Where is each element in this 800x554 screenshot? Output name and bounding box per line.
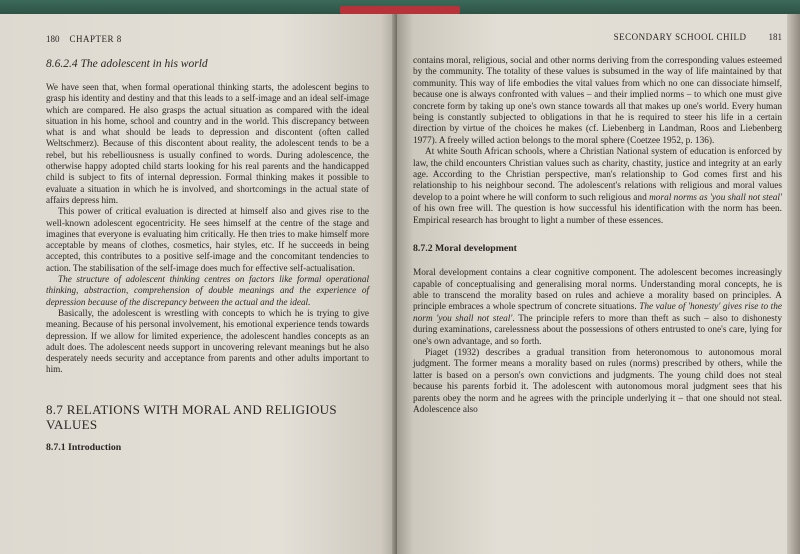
left-paragraph-3: The structure of adolescent thinking centres on factors like formal operational thinking, abstraction, comprehension of double meanings and the experience of depression because of the discrepancy between the actual and the ideal. <box>46 274 369 307</box>
subheading-8-7-1: 8.7.1 Introduction <box>46 441 122 453</box>
right-paragraph-2-emphasis: moral norms as 'you shall not steal' <box>649 192 782 203</box>
right-paragraph-2-text-b: of his own free will. The question is how successful his identification with the norm has been. Empirical research has brought to light a number of these essences. <box>413 204 782 226</box>
left-folio: 180 <box>46 34 60 44</box>
right-paragraph-2-text-a: At white South African schools, where a Christian National system of education is enforced by law, the child encounters Christian values such as charity, chastity, justice and integrity at an early age. According to the Christian perspective, man's relationship to God comes first and his relationship to his neighbour second. The adolescent's relations with religious and moral values develop to a point where he will conform to such religious and <box>413 147 782 203</box>
left-paragraph-4: Basically, the adolescent is wrestling with concepts to which he is trying to give meaning. Because of his personal involvement, his emotional experience tends towards depression. If we allow for limited experience, the adolescent handles concepts as an adult does. The adolescent needs support in uncovering relevant meanings but he also desperately needs security and acceptance from parents and other adults important to him. <box>46 307 369 375</box>
right-folio: 181 <box>768 32 782 42</box>
right-paragraph-3-text-b: . The principle refers to more than theft as such – also to dishonesty during examinations, carelessness about the possessions of others entrusted to one's care, lying for one's own advantage, and so forth. <box>413 313 782 347</box>
left-chapter-label: CHAPTER 8 <box>69 34 122 44</box>
right-paragraph-1: contains moral, religious, social and other norms deriving from the corresponding values esteemed by the community. The totality of these values is subsumed in the way of life maintained by that community. This way of life embodies the vital values from which no one can dissociate himself, because one is always confronted with values – and their implied norms – to which one must give concrete form by taking up one's own stance towards all that makes up one's world. Every human being is constantly subjected to obligations in that he is required to steer his life in a certain direction by virtue of the choices he makes (cf. Liebenberg in Landman, Roos and Liebenberg 1977). A freely willed action belongs to the moral sphere (Coetzee 1952, p. 136). <box>413 56 782 146</box>
left-paragraph-1: We have seen that, when formal operational thinking starts, the adolescent begins to grasp his identity and destiny and that this leads to a self-image and an ideal self-image which are compared. He also grasps the actual situation as compared with the ideal situation in his home, school and country and in the world. This discrepancy between what is and what should be leads to depression and discontent (often called Weltschmerz). Because of this discontent about reality, the adolescent tends to be a rebel, but his rebelliousness is usually confined to words. During adolescence, the otherwise happy adopted child starts looking for his real parents and the handicapped child is subject to fits of internal depression. Formal thinking makes it possible to evaluate a situation in which he is involved, and shortcomings in the actual state of affairs depress him. <box>46 82 369 205</box>
bookmark-ribbon <box>340 6 460 14</box>
right-paragraph-3 <box>413 268 782 348</box>
right-paragraph-4: Piaget (1932) describes a gradual transition from heteronomous to autonomous moral judgment. The former means a morality based on rules (norms) prescribed by others, while the latter is based on a person's own convictions and judgments. The young child does not steal because his parents forbid it. The adolescent with autonomous moral judgment sees that his parents obey the norm and he agrees with the principle underlying it – that one should not steal. Adolescence also <box>413 347 782 415</box>
left-page <box>0 14 397 554</box>
right-paragraph-3-emphasis: The value of 'honesty' gives rise to the norm 'you shall not steal' <box>413 302 782 324</box>
left-paragraph-2: This power of critical evaluation is directed at himself also and gives rise to the well-known adolescent egocentricity. He sees himself at the centre of the stage and imagines that everyone is evaluating him critically. He then tries to make himself more acceptable by means of clothes, cosmetics, hair styles, etc. If he succeeds in being accepted, this contributes to a positive self-image and the concomitant tendencies to action. The stabilisation of the self-image does much for effective self-actualisation. <box>46 206 369 273</box>
right-running-head <box>413 32 782 42</box>
section-title: 8.6.2.4 The adolescent in his world <box>46 58 208 70</box>
right-page <box>397 14 800 554</box>
subheading-8-7-2: 8.7.2 Moral development <box>413 243 517 255</box>
right-page-edge <box>787 14 800 554</box>
right-chapter-label: SECONDARY SCHOOL CHILD <box>613 32 747 42</box>
left-running-head <box>46 34 369 44</box>
heading-8-7: 8.7 RELATIONS WITH MORAL AND RELIGIOUS VALUES <box>46 401 337 432</box>
right-paragraph-3-text-a: Moral development contains a clear cognitive component. The adolescent becomes increasingly capable of conceptualising and generalising moral norms. Understanding moral concepts, he is able to transcend the morality based on rules and achieve a morality based on principles. A principle embraces a whole spectrum of concrete situations. <box>413 268 782 313</box>
right-paragraph-2 <box>413 147 782 227</box>
